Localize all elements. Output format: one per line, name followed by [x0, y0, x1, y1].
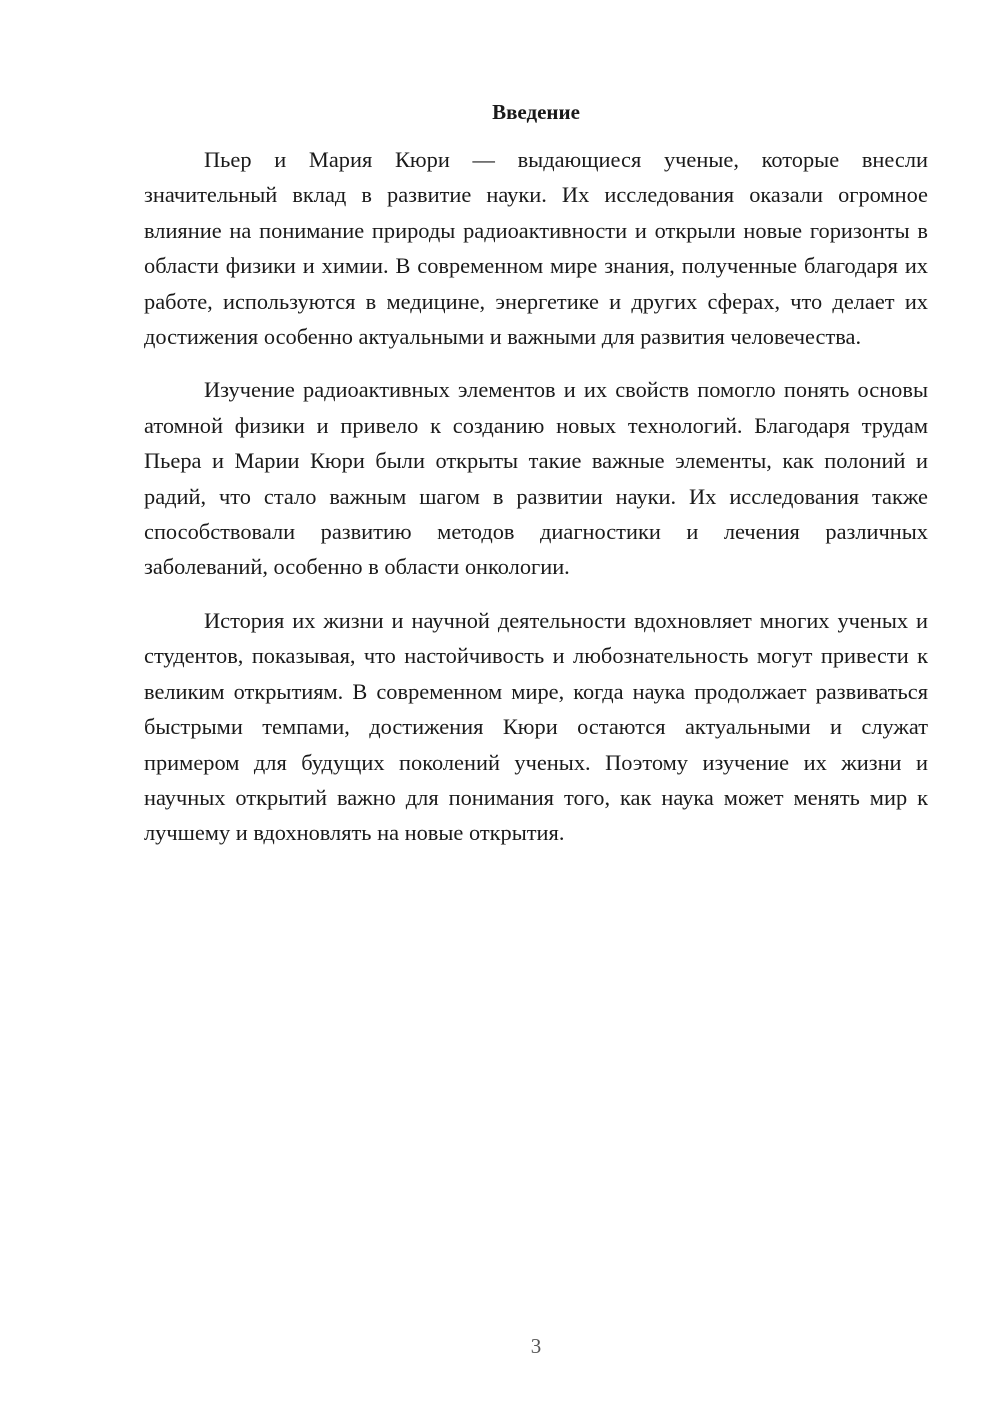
section-heading: Введение: [492, 100, 580, 124]
paragraph-radioactivity: Изучение радиоактивных элементов и их свойств помогло понять основы атомной физики и привело к созданию новых технологий. Благодаря трудам Пьера и Марии Кюри были открыты такие важные элементы, как полоний и радий, что стало важным шагом в развитии науки. Их исследования также способствовали развитию методов диагностики и лечения различных заболеваний, особенно в области онкологии.: [144, 377, 928, 580]
body-text: [144, 142, 928, 869]
paragraph-intro: Пьер и Мария Кюри — выдающиеся ученые, которые внесли значительный вклад в развитие науки. Их исследования оказали огромное влияние на понимание природы радиоактивности и открыли новые горизонты в области физики и химии. В современном мире знания, полученные благодаря их работе, используются в медицине, энергетике и других сферах, что делает их достижения особенно актуальными и важными для развития человечества.: [144, 147, 928, 350]
paragraph-legacy: История их жизни и научной деятельности вдохновляет многих ученых и студентов, показывая, что настойчивость и любознательность могут привести к великим открытиям. В современном мире, когда наука продолжает развиваться быстрыми темпами, достижения Кюри остаются актуальными и служат примером для будущих поколений ученых. Поэтому изучение их жизни и научных открытий важно для понимания того, как наука может менять мир к лучшему и вдохновлять на новые открытия.: [144, 607, 928, 846]
page-number: 3: [530, 1334, 542, 1358]
